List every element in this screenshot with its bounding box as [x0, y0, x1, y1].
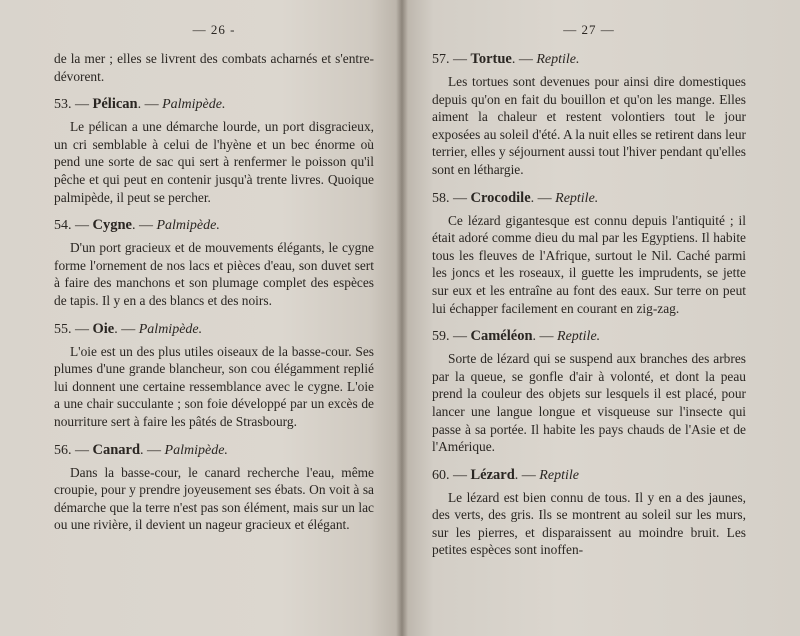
entry-dash: —: [75, 442, 89, 458]
entry-heading: [54, 216, 374, 235]
entry-number: 55.: [54, 321, 72, 337]
entry-text: Le lézard est bien connu de tous. Il y en a des jaunes, des verts, des gris. Ils se montrent au soleil sur les murs, sur les pierres, et disparaissent au moindre bruit. Les petites espèces sont inoffen-: [432, 489, 746, 558]
entry-category: Reptile: [539, 467, 579, 483]
page-number: — 27 —: [563, 22, 615, 37]
entry-number: 60.: [432, 467, 450, 483]
entry-number: 56.: [54, 442, 72, 458]
entry-dash: —: [75, 97, 89, 113]
entry-name: Tortue: [470, 51, 512, 67]
entry-dash: —: [75, 218, 89, 234]
entry-crocodile: [432, 189, 746, 318]
entry-text: Dans la basse-cour, le canard recherche l'eau, même croupie, pour y prendre joyeusement ses ébats. On voit à sa démarche que la terre n'est pas son élément, mais sur un lac ou une rivière, il devient un nageur gracieux et élégant.: [54, 464, 374, 533]
entry-name: Cygne: [92, 217, 132, 234]
entry-dash: —: [75, 321, 89, 337]
entry-cygne: [54, 216, 374, 309]
entry-dash: —: [453, 329, 467, 345]
entry-text: Le pélican a une démarche lourde, un port disgracieux, un cri semblable à celui de l'hyène et un bec énorme où pend une sorte de sac qui sert à renfermer le poisson qu'il pêche et qui peut en contenir jusqu'à trente livres. Quoique palmipède, il peut se percher.: [54, 119, 374, 205]
continuation-text: de la mer ; elles se livrent des combats acharnés et s'entre-dévorent.: [54, 51, 374, 84]
book-gutter: [396, 0, 408, 636]
entry-cameleon: [432, 327, 746, 456]
entry-name: Pélican: [92, 96, 138, 113]
entry-heading: [432, 50, 746, 69]
entry-category: Reptile.: [555, 190, 599, 206]
entry-separator: . —: [114, 321, 136, 337]
entry-canard: [54, 441, 374, 534]
entry-dash: —: [453, 52, 467, 67]
entry-number: 58.: [432, 190, 450, 206]
entry-text: D'un port gracieux et de mouvements élégants, le cygne forme l'ornement de nos lacs et pièces d'eau, son duvet sert à faire des manchons et son plumage complet des espèces de tapis. Il y en a des blancs et des noirs.: [54, 240, 374, 308]
entry-separator: . —: [532, 329, 554, 345]
entry-heading: [54, 320, 374, 339]
entry-separator: . —: [514, 467, 536, 483]
entry-text: L'oie est un des plus utiles oiseaux de la basse-cour. Ses plumes d'une grande blancheur, son cou élégamment replié lui donnent une certaine ressemblance avec le cygne. L'oie a une chair succulante ; son foie développé par un excès de nourriture sert à faire les pâtés de Strasbourg.: [54, 343, 374, 429]
entry-separator: . —: [140, 442, 162, 458]
entry-separator: . —: [137, 97, 159, 113]
entry-number: 53.: [54, 97, 72, 113]
entry-category: Palmipède.: [162, 97, 226, 113]
entry-separator: . —: [511, 52, 533, 67]
entry-separator: . —: [131, 218, 153, 234]
entry-number: 54.: [54, 218, 72, 234]
entry-dash: —: [453, 190, 467, 206]
entry-pelican: [54, 95, 374, 206]
entry-text: Ce lézard gigantesque est connu depuis l'antiquité ; il était adoré comme dieu du mal par les Egyptiens. Il habite tous les fleuves de l'Afrique, surtout le Nil. Caché parmi les joncs et les roseaux, il guette les imprudents, se jette sur eux et les entraîne au font des eaux. Sur terre on peut lui échapper facilement en courant en zig-zag.: [432, 212, 746, 316]
entry-text: Sorte de lézard qui se suspend aux branches des arbres par la queue, se gonfle d'air à volonté, et dont la peau prend la couleur des objets sur lesquels il est placé, pour lancer une langue longue et visqueuse sur l'insecte qui passe à sa portée. Il habite les pays chauds de l'Asie et de l'Amérique.: [432, 351, 746, 455]
entry-category: Reptile.: [557, 329, 601, 345]
entry-name: Lézard: [470, 466, 515, 483]
entry-heading: [432, 327, 746, 346]
entry-heading: [54, 441, 374, 460]
entry-dash: —: [453, 467, 467, 483]
entry-category: Palmipède.: [164, 442, 228, 458]
entry-name: Oie: [92, 320, 115, 337]
entry-number: 59.: [432, 329, 450, 345]
entry-category: Palmipède.: [156, 218, 220, 234]
entry-separator: . —: [530, 190, 552, 206]
entry-category: Palmipède.: [138, 321, 203, 337]
entry-name: Canard: [92, 441, 141, 458]
entry-text: Les tortues sont devenues pour ainsi dire domestiques depuis qu'on en fait du bouillon et qu'on les mange. Elles aiment la chaleur et restent volontiers tout le jour exposées au soleil d'été. A la nuit elles se retirent dans leur terrier, elles y séjournent aussi tout l'hiver pendant qu'elles sont en léthargie.: [432, 74, 746, 177]
entry-oie: [54, 320, 374, 431]
entry-number: 57.: [432, 52, 450, 67]
entry-heading: [432, 189, 746, 208]
page-number: — 26 -: [192, 22, 236, 37]
entry-heading: [432, 466, 746, 485]
entry-name: Crocodile: [470, 189, 531, 206]
entry-name: Caméléon: [470, 328, 533, 345]
entry-heading: [54, 95, 374, 114]
right-page: [402, 0, 800, 636]
entry-category: Reptile.: [536, 52, 580, 67]
entry-lezard: [432, 466, 746, 559]
entry-tortue: [432, 50, 746, 179]
